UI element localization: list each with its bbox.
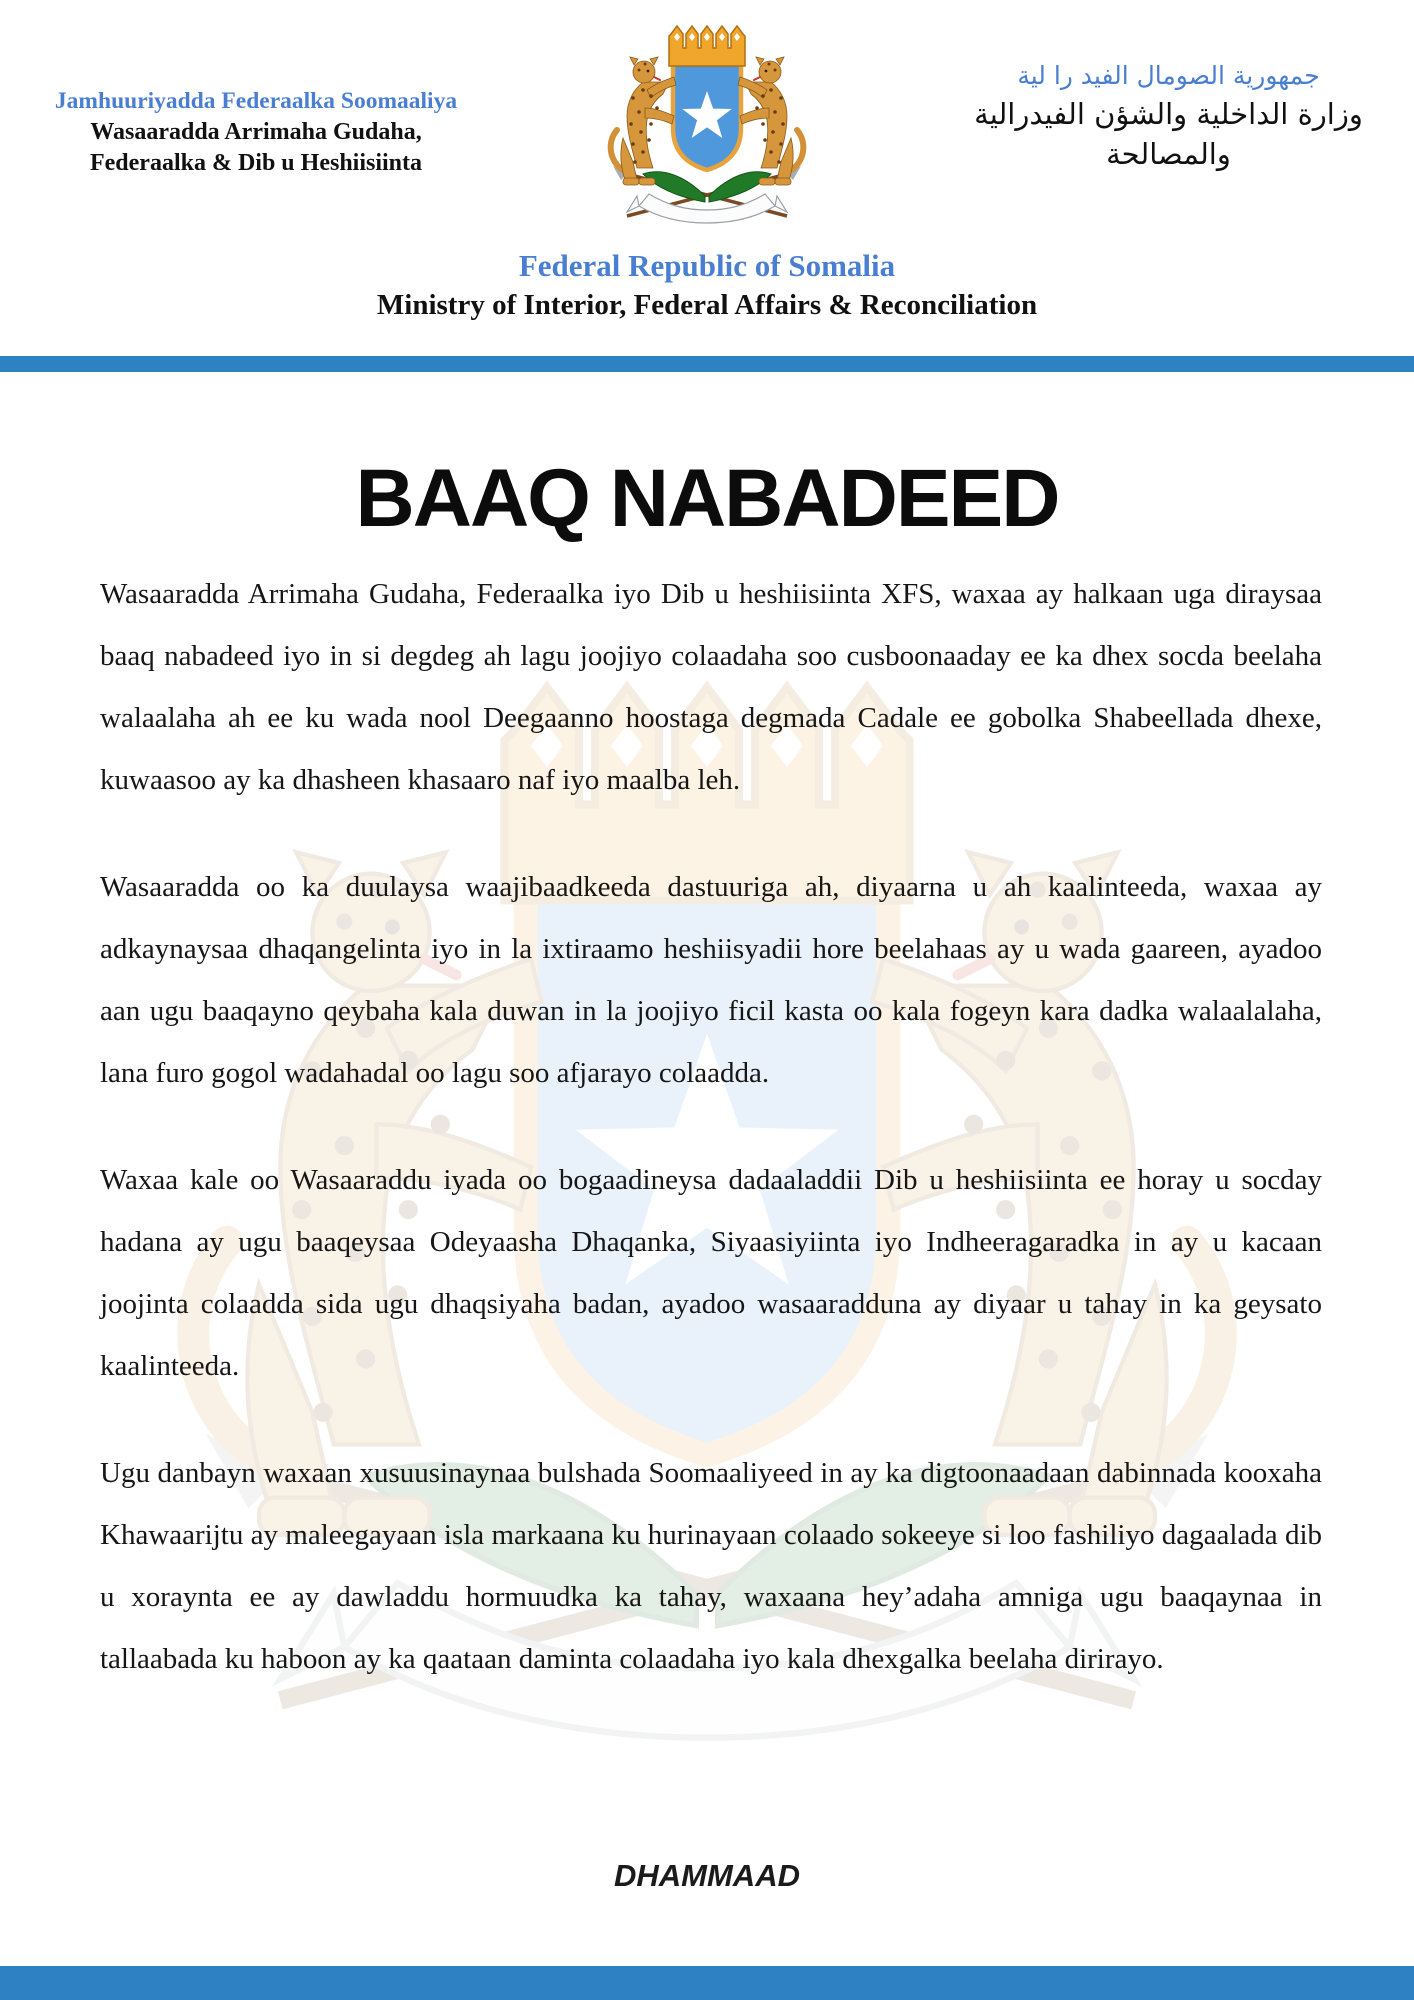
header-somali-block [36,86,476,179]
body-paragraph: Wasaaradda oo ka duulaysa waajibaadkeeda dastuuriga ah, diyaarna u ah kaalinteeda, waxaa ay adkaynaysaa dhaqangelinta iyo in la ixtiraamo heshiisyadii hore beelahaas ay u wada gaareen, ayadoo aan ugu baaqayno qeybaha kala duwan in la joojiyo ficil kasta oo kala fogeyn kara dadka walaalalaha, lana furo gogol wadahadal oo lagu soo afjarayo colaadda. [100,871,1322,1089]
arabic-ministry-line1: وزارة الداخلية والشؤن الفيدرالية [974,97,1363,131]
arabic-ministry-line2: والمصالحة [1106,137,1231,171]
somali-ministry-line2: Federaalka & Dib u Heshiisiinta [89,150,423,176]
body-paragraph: Waxaa kale oo Wasaaraddu iyada oo bogaadineysa dadaaladdii Dib u heshiisiinta ee horay u socday hadana ay ugu baaqeysaa Odeyaasha Dhaqanka, Siyaasiyiinta iyo Indheeragaradka in ay u kacaan joojinta colaadda sida ugu dhaqsiyaha badan, ayadoo wasaaradduna ay diyaar u tahay in ka geysato kaalinteeda. [100,1164,1322,1382]
body-paragraph: Ugu danbayn waxaan xusuusinaynaa bulshada Soomaaliyeed in ay ka digtoonaadaan dabinnada kooxaha Khawaarijtu ay maleegayaan isla markaana ku hurinayaan colaado sokeeye si loo fashiliyo dagaalada dib u xoraynta ee ay dawladdu hormuudka ka tahay, waxaana hey’adaha amniga ugu baaqaynaa in tallaabada ku haboon ay ka qaataan daminta colaadaha iyo kala dhexgalka beelaha dirirayo. [100,1457,1322,1675]
header-arabic-block [941,58,1396,174]
divider-bar-top [0,356,1414,372]
somali-ministry-line1: Wasaaradda Arrimaha Gudaha, [90,119,422,145]
somali-republic-line: Jamhuuriyadda Federaalka Soomaaliya [54,88,458,114]
document-body [100,563,1322,1735]
english-ministry-line: Ministry of Interior, Federal Affairs & Reconciliation [376,289,1038,321]
document-closing: DHAMMAAD [614,1858,800,1893]
somalia-coat-of-arms-icon [587,20,827,234]
arabic-republic-line: جمهورية الصومال الفيد را لية [1017,61,1320,90]
divider-bar-bottom [0,1966,1414,2000]
body-paragraph: Wasaaradda Arrimaha Gudaha, Federaalka iyo Dib u heshiisiinta XFS, waxaa ay halkaan uga diraysaa baaq nabadeed iyo in si degdeg ah lagu joojiyo colaadaha soo cusboonaaday ee ka dhex socda beelaha walaalaha ah ee ku wada nool Deegaanno hoostaga degmada Cadale ee gobolka Shabeellada dhexe, kuwaasoo ay ka dhasheen khasaaro naf iyo maalba leh. [100,578,1322,796]
header-english-block [0,246,1414,324]
english-republic-line: Federal Republic of Somalia [518,248,896,283]
header-emblem [587,20,827,234]
document-title: BAAQ NABADEED [355,453,1059,544]
